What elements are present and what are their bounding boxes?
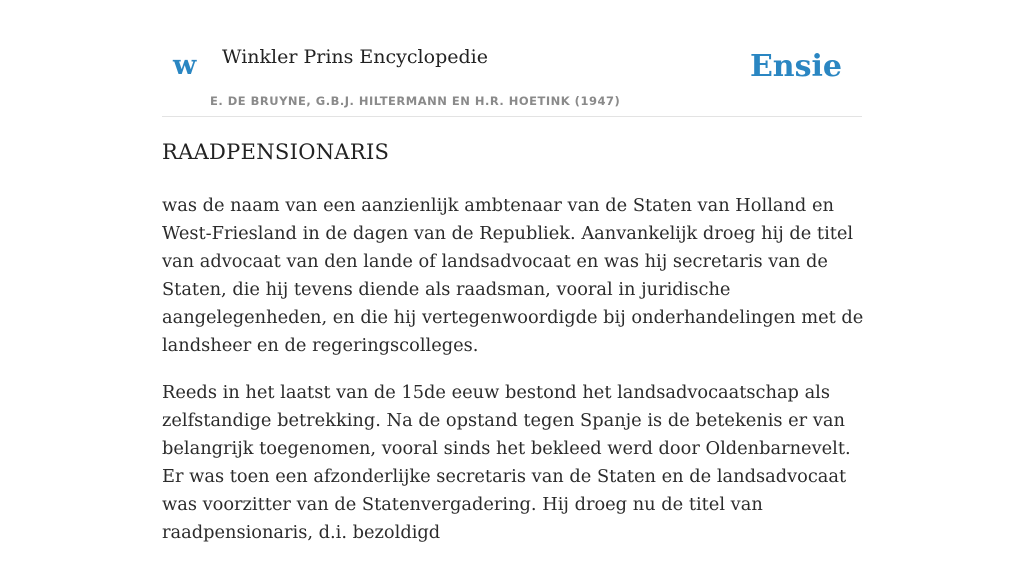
article-body [162, 192, 867, 566]
source-authors: E. DE BRUYNE, G.B.J. HILTERMANN EN H.R. HOETINK (1947) [210, 94, 621, 108]
winkler-prins-logo-icon: w [173, 50, 197, 81]
ensie-logo-link[interactable]: Ensie [749, 49, 842, 84]
source-title[interactable]: Winkler Prins Encyclopedie [222, 46, 488, 68]
article-title: RAADPENSIONARIS [162, 140, 390, 164]
article-paragraph: was de naam van een aanzienlijk ambtenaar van de Staten van Holland en West-Friesland in de dagen van de Republiek. Aanvankelijk droeg hij de titel van advocaat van den lande of landsadvocaat en was hij secretaris van de Staten, die hij tevens diende als raadsman, vooral in juridische aangelegenheden, en die hij vertegenwoordigde bij onderhandelingen met de landsheer en de regeringscolleges. [162, 195, 864, 356]
source-header [162, 30, 862, 117]
article-paragraph: Reeds in het laatst van de 15de eeuw bestond het landsadvocaatschap als zelfstandige betrekking. Na de opstand tegen Spanje is de betekenis er van belangrijk toegenomen, vooral sinds het bekleed werd door Oldenbarnevelt. Er was toen een afzonderlijke secretaris van de Staten en de landsadvocaat was voorzitter van de Statenvergadering. Hij droeg nu de titel van raadpensionaris, d.i. bezoldigd [162, 382, 851, 543]
